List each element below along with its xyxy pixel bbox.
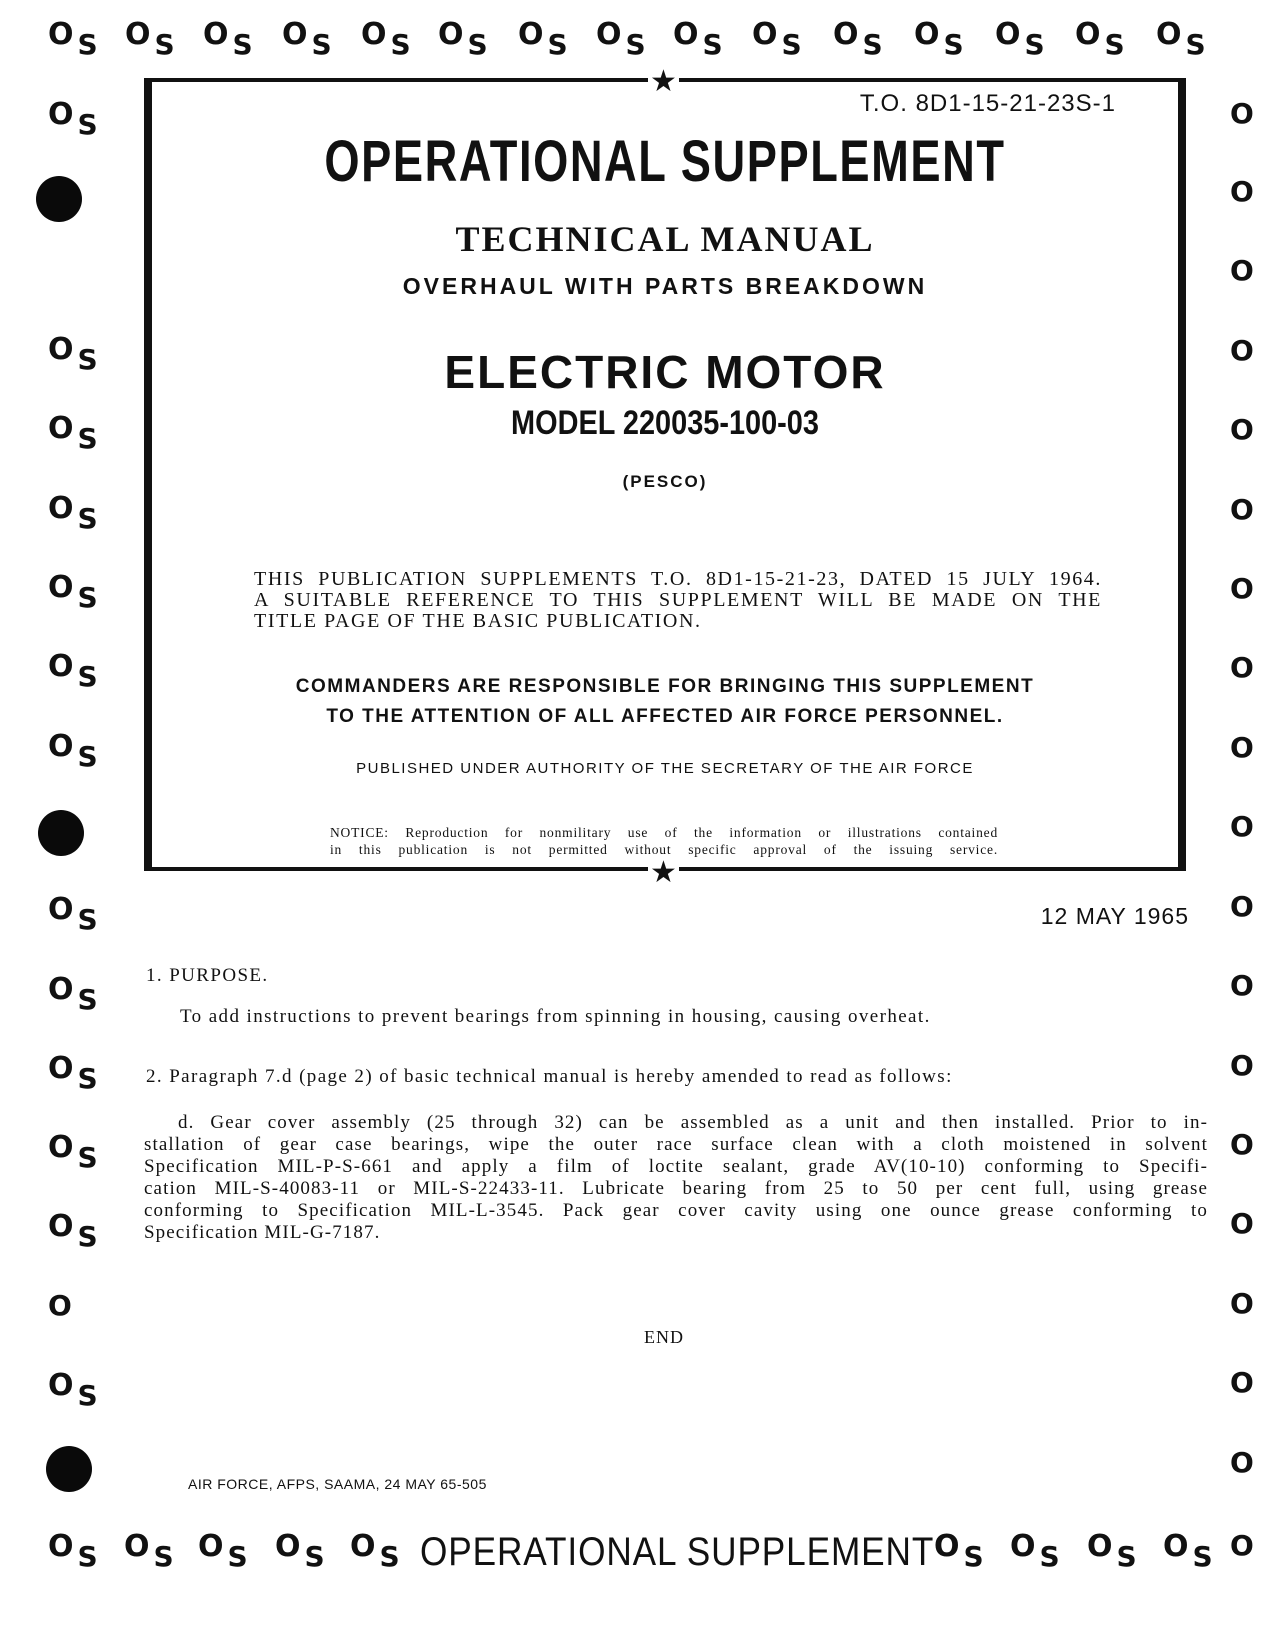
o-margin-mark: O xyxy=(1230,1207,1254,1240)
os-margin-mark: O S xyxy=(48,570,98,614)
reproduction-notice xyxy=(330,824,998,858)
os-margin-mark: O S xyxy=(48,1368,98,1412)
os-margin-mark: O S xyxy=(275,1529,325,1573)
o-margin-mark: O xyxy=(1230,175,1254,208)
supplement-notice xyxy=(254,569,1102,632)
authority-line: PUBLISHED UNDER AUTHORITY OF THE SECRETARY OF THE AIR FORCE xyxy=(356,760,974,777)
os-margin-mark: O S xyxy=(48,1209,98,1253)
detail-line: d. Gear cover assembly (25 through 32) can be assembled as a unit and then installed. Prior to in- xyxy=(178,1112,1208,1133)
star-icon: ★ xyxy=(650,855,677,890)
os-margin-mark: O S xyxy=(518,17,568,61)
detail-line: conforming to Specification MIL-L-3545. Pack gear cover cavity using one ounce grease conforming to xyxy=(144,1200,1208,1221)
os-margin-mark: O S xyxy=(48,1051,98,1095)
o-margin-mark: O xyxy=(1230,810,1254,843)
o-margin-mark: O xyxy=(1230,413,1254,446)
os-margin-mark: O S xyxy=(833,17,883,61)
bottom-banner: OPERATIONAL SUPPLEMENT xyxy=(420,1530,935,1574)
o-margin-mark: O xyxy=(1230,493,1254,526)
os-margin-mark: O S xyxy=(48,892,98,936)
os-margin-mark: O S xyxy=(124,1529,174,1573)
o-margin-mark: O xyxy=(1230,1366,1254,1399)
os-margin-mark: O S xyxy=(1163,1529,1213,1573)
notice-line: COMMANDERS ARE RESPONSIBLE FOR BRINGING THIS SUPPLEMENT xyxy=(295,676,1035,697)
star-icon: ★ xyxy=(650,64,677,99)
os-margin-mark: O S xyxy=(1156,17,1206,61)
o-margin-mark: O xyxy=(1230,254,1254,287)
os-margin-mark: O S xyxy=(1010,1529,1060,1573)
os-margin-mark: O S xyxy=(48,972,98,1016)
manual-type: OVERHAUL WITH PARTS BREAKDOWN xyxy=(402,273,928,299)
os-margin-mark: O S xyxy=(48,491,98,535)
os-margin-mark: O S xyxy=(125,17,175,61)
os-margin-mark: O S xyxy=(48,1130,98,1174)
os-margin-mark: O S xyxy=(203,17,253,61)
os-margin-mark: O S xyxy=(282,17,332,61)
footer-code: AIR FORCE, AFPS, SAAMA, 24 MAY 65-505 xyxy=(188,1476,487,1492)
os-margin-mark: O S xyxy=(438,17,488,61)
o-margin-mark: O xyxy=(1230,890,1254,923)
o-margin-mark: O xyxy=(1230,1128,1254,1161)
os-margin-mark: O S xyxy=(48,97,98,141)
os-margin-mark: O S xyxy=(48,17,98,61)
os-margin-mark: O S xyxy=(361,17,411,61)
notice-line: in this publication is not permitted without specific approval of the issuing service. xyxy=(330,842,998,857)
os-margin-mark: O S xyxy=(752,17,802,61)
os-margin-mark: O S xyxy=(995,17,1045,61)
o-margin-mark: O xyxy=(48,1289,72,1322)
o-margin-mark: O xyxy=(1230,97,1254,130)
o-margin-mark: O xyxy=(1230,731,1254,764)
o-margin-mark: O xyxy=(1230,651,1254,684)
page-title: OPERATIONAL SUPPLEMENT xyxy=(324,129,1006,194)
os-margin-mark: O S xyxy=(48,649,98,693)
o-margin-mark: O xyxy=(1230,1287,1254,1320)
os-margin-mark: O S xyxy=(1087,1529,1137,1573)
o-margin-mark: O xyxy=(1230,334,1254,367)
o-margin-mark: O xyxy=(1230,1049,1254,1082)
notice-line: NOTICE: Reproduction for nonmilitary use of the information or illustrations contained xyxy=(330,825,998,840)
paragraph-body: To add instructions to prevent bearings from spinning in housing, causing overheat. xyxy=(180,1006,931,1027)
os-margin-mark: O S xyxy=(596,17,646,61)
detail-line: stallation of gear case bearings, wipe the outer race surface clean with a cloth moistened in solvent xyxy=(144,1134,1208,1155)
punch-hole xyxy=(38,810,84,856)
os-margin-mark: O S xyxy=(198,1529,248,1573)
punch-hole xyxy=(36,176,82,222)
os-margin-mark: O S xyxy=(934,1529,984,1573)
sub-title: TECHNICAL MANUAL xyxy=(455,219,875,259)
to-number: T.O. 8D1-15-21-23S-1 xyxy=(859,90,1116,117)
notice-line: THIS PUBLICATION SUPPLEMENTS T.O. 8D1-15-21-23, DATED 15 JULY 1964. xyxy=(254,568,1102,590)
notice-line: TITLE PAGE OF THE BASIC PUBLICATION. xyxy=(254,610,702,632)
os-margin-mark: O S xyxy=(48,1529,98,1573)
paragraph-heading: 1. PURPOSE. xyxy=(146,965,269,986)
o-margin-mark: O xyxy=(1230,572,1254,605)
paragraph-detail xyxy=(144,1112,1208,1244)
model-number: MODEL 220035-100-03 xyxy=(511,404,819,442)
o-margin-mark: O xyxy=(1230,1446,1254,1479)
notice-line: TO THE ATTENTION OF ALL AFFECTED AIR FORCE PERSONNEL. xyxy=(326,706,1004,727)
notice-line: A SUITABLE REFERENCE TO THIS SUPPLEMENT WILL BE MADE ON THE xyxy=(254,589,1102,611)
commanders-notice xyxy=(144,672,1186,732)
punch-hole xyxy=(46,1446,92,1492)
os-margin-mark: O S xyxy=(48,332,98,376)
o-margin-mark: O xyxy=(1230,1529,1254,1562)
os-margin-mark: O S xyxy=(350,1529,400,1573)
end-marker: END xyxy=(644,1327,684,1347)
detail-line: Specification MIL-G-7187. xyxy=(144,1222,381,1243)
os-margin-mark: O S xyxy=(48,411,98,455)
os-margin-mark: O S xyxy=(1075,17,1125,61)
publication-date: 12 MAY 1965 xyxy=(1040,903,1189,929)
o-margin-mark: O xyxy=(1230,969,1254,1002)
paragraph-heading: 2. Paragraph 7.d (page 2) of basic technical manual is hereby amended to read as follows: xyxy=(146,1066,953,1087)
os-margin-mark: O S xyxy=(914,17,964,61)
detail-line: Specification MIL-P-S-661 and apply a film of loctite sealant, grade AV(10-10) conforming to Specifi- xyxy=(144,1156,1208,1177)
equipment-name: ELECTRIC MOTOR xyxy=(444,346,886,398)
manufacturer: (PESCO) xyxy=(622,472,708,491)
os-margin-mark: O S xyxy=(673,17,723,61)
os-margin-mark: O S xyxy=(48,729,98,773)
detail-line: cation MIL-S-40083-11 or MIL-S-22433-11. Lubricate bearing from 25 to 50 per cent full, using grease xyxy=(144,1178,1208,1199)
